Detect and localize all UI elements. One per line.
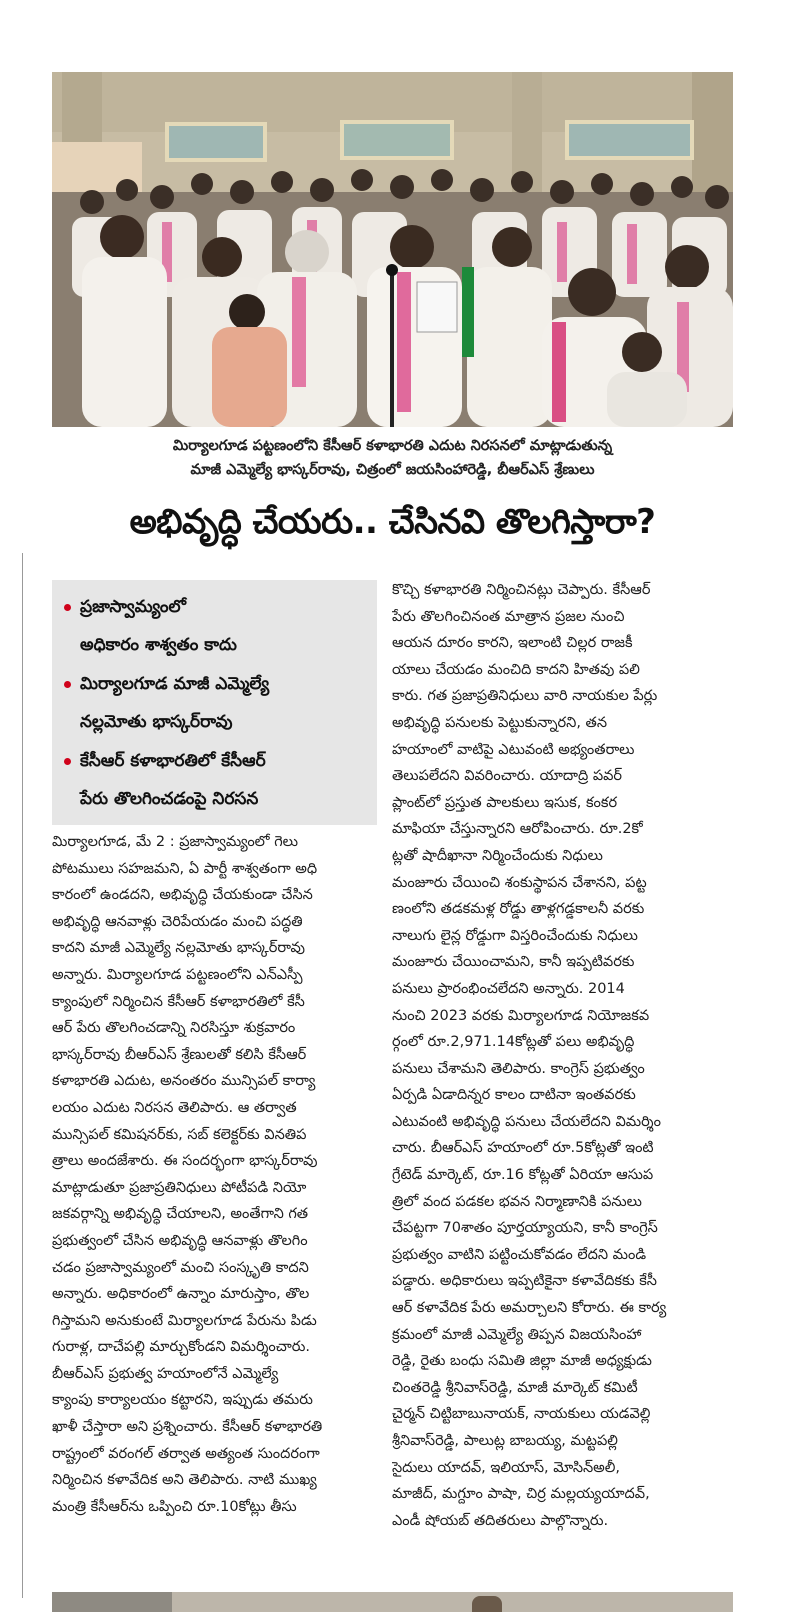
- article-line: యాలు చేయడం మంచిది కాదని హితవు పలి: [392, 661, 640, 678]
- highlight-line: మిర్యాలగూడ మాజీ ఎమ్మెల్యే: [80, 674, 270, 694]
- highlight-line: అధికారం శాశ్వతం కాదు: [80, 635, 237, 655]
- article-line: గ్రేటెడ్ మార్కెట్, రూ.16 కోట్లతో ఏరియా ఆసుప: [392, 1167, 654, 1184]
- article-line: అన్నారు. అధికారంలో ఉన్నాం మారుస్తాం, తొల: [52, 1286, 310, 1303]
- article-line: చారు. బీఆర్ఎస్ హయాంలో రూ.5కోట్లతో ఇంటి: [392, 1140, 654, 1157]
- article-line: త్రిలో వంద పడకల భవన నిర్మాణానికి పనులు: [392, 1193, 642, 1210]
- photo-fragment: [472, 1596, 502, 1612]
- article-line: అభివృద్ధి పనులకు పెట్టుకున్నారని, తన: [392, 714, 607, 731]
- article-line: కాదని మాజీ ఎమ్మెల్యే నల్లమోతు భాస్కర్‌రావు: [52, 940, 306, 957]
- photo-fragment: [52, 1592, 172, 1612]
- article-line: గిస్తామని అనుకుంటే మిర్యాలగూడ పేరును పిడు: [52, 1312, 317, 1329]
- news-photo: [52, 72, 733, 427]
- article-line: నిర్మించిన కళావేదిక అని తెలిపారు. నాటి ముఖ్య: [52, 1472, 317, 1489]
- article-line: తెలుపలేదని వివరించారు. యాదాద్రి పవర్: [392, 768, 623, 785]
- article-line: నాలుగు లైన్ల రోడ్డుగా విస్తరించేందుకు నిధులు: [392, 927, 638, 944]
- article-line: మిర్యాలగూడ, మే 2 : ప్రజాస్వామ్యంలో గెలు: [52, 834, 298, 850]
- article-line: చైర్మన్ చిట్టిబాబునాయక్, నాయకులు యడవెల్లి: [392, 1406, 651, 1423]
- highlight-line: కేసీఆర్ కళాభారతిలో కేసీఆర్: [80, 751, 266, 771]
- bullet-icon: [64, 604, 71, 611]
- article-line: కొచ్చి కళాభారతి నిర్మించినట్లు చెప్పారు. కేసీఆర్: [392, 582, 651, 598]
- column-rule: [22, 553, 23, 1598]
- highlight-item: [80, 588, 370, 664]
- article-line: ఆర్ పేరు తొలగించడాన్ని నిరసిస్తూ శుక్రవారం: [52, 1020, 296, 1037]
- article-line: సైదులు యాదవ్, ఇలియాస్, మోసిన్‌అలీ,: [392, 1459, 621, 1476]
- article-line: కారు. గత ప్రజాప్రతినిధులు వారి నాయకుల పేర్లు: [392, 688, 658, 705]
- article-line: ఎండీ షోయబ్ తదితరులు పాల్గొన్నారు.: [392, 1512, 609, 1529]
- article-line: అన్నారు. మిర్యాలగూడ పట్టణంలోని ఎన్ఎస్పీ: [52, 966, 303, 983]
- article-line: త్రాలు అందజేశారు. ఈ సందర్భంగా భాస్కర్‌రావు: [52, 1153, 318, 1170]
- article-line: ఆర్ కళావేదిక పేరు అమర్చాలని కోరారు. ఈ కార్య: [392, 1300, 667, 1317]
- article-line: కారంలో ఉండదని, అభివృద్ధి చేయకుండా చేసిన: [52, 887, 313, 904]
- bullet-icon: [64, 681, 71, 688]
- article-line: పనులు చేశామని తెలిపారు. కాంగ్రెస్ ప్రభుత్వం: [392, 1060, 645, 1077]
- article-line: ఎటువంటి అభివృద్ధి పనులు చేయలేదని విమర్శిం: [392, 1113, 661, 1130]
- article-line: నుంచి 2023 వరకు మిర్యాలగూడ నియోజకవ: [392, 1007, 650, 1024]
- article-line: అభివృద్ధి ఆనవాళ్లు చెరిపేయడం మంచి పద్ధతి: [52, 913, 303, 930]
- article-line: చడం ప్రజాస్వామ్యంలో మంచి సంస్కృతి కాదని: [52, 1259, 309, 1276]
- caption-line: మాజీ ఎమ్మెల్యే భాస్కర్‌రావు, చిత్రంలో జయసింహారెడ్డి, బీఆర్ఎస్ శ్రేణులు: [190, 462, 595, 478]
- article-line: గురాళ్ల, దాచేపల్లి మార్చుకోండని విమర్శించారు.: [52, 1339, 310, 1356]
- highlight-item: [80, 742, 370, 818]
- article-line: ణంలోని తడకమళ్ల రోడ్డు తాళ్లగడ్డకాలనీ వరకు: [392, 901, 645, 918]
- article-line: శ్రీనివాస్‌రెడ్డి, పాలుట్ల బాబయ్య, మట్టపల్లి: [392, 1433, 618, 1449]
- article-line: బీఆర్ఎస్ ప్రభుత్వ హయాంలోనే ఎమ్మెల్యే: [52, 1365, 279, 1382]
- article-line: ప్రభుత్వం వాటిని పట్టించుకోవడం లేదని మండి: [392, 1246, 647, 1263]
- article-line: ఏర్పడి ఏడాదిన్నర కాలం దాటినా ఇంతవరకు: [392, 1087, 636, 1104]
- article-line: క్రమంలో మాజీ ఎమ్మెల్యే తిప్పన విజయసింహా: [392, 1326, 642, 1343]
- article-line: మంజూరు చేయించామని, కానీ ఇప్పటివరకు: [392, 954, 635, 971]
- highlight-line: నల్లమోతు భాస్కర్‌రావు: [80, 712, 233, 732]
- highlight-line: పేరు తొలగించడంపై నిరసన: [80, 789, 259, 809]
- article-line: మాఫియా చేస్తున్నారని ఆరోపించారు. రూ.2కో: [392, 821, 643, 838]
- article-line: రాష్ట్రంలో వరంగల్ తర్వాత అత్యంత సుందరంగా: [52, 1445, 320, 1462]
- article-line: కళాభారతి ఎదుట, అనంతరం మున్సిపల్ కార్యా: [52, 1073, 316, 1090]
- article-line: చింతరెడ్డి శ్రీనివాస్‌రెడ్డి, మాజీ మార్కెట్ కమిటీ: [392, 1379, 638, 1396]
- article-line: మంత్రి కేసీఆర్‌ను ఒప్పించి రూ.10కోట్లు తీసు: [52, 1498, 297, 1515]
- article-line: ప్రభుత్వంలో చేసిన అభివృద్ధి ఆనవాళ్లు తొలగిం: [52, 1232, 308, 1249]
- article-line: మాజీద్, మగ్దూం పాషా, చిర్ర మల్లయ్యయాదవ్,: [392, 1486, 650, 1503]
- article-line: ట్లతో షాదీఖానా నిర్మించేందుకు నిధులు: [392, 847, 603, 864]
- caption-line: మిర్యాలగూడ పట్టణంలోని కేసీఆర్ కళాభారతి ఎదుట నిరసనలో మాట్లాడుతున్న: [172, 438, 613, 454]
- article-line: భాస్కర్‌రావు బీఆర్ఎస్ శ్రేణులతో కలిసి కేసీఆర్: [52, 1046, 307, 1063]
- article-line: మున్సిపల్ కమిషనర్‌కు, సబ్ కలెక్టర్‌కు వినతిప: [52, 1126, 307, 1143]
- article-line: జకవర్గాన్ని అభివృద్ధి చేయాలని, అంతేగాని గత: [52, 1206, 309, 1223]
- article-line: ప్లాంట్‌లో ప్రస్తుత పాలకులు ఇసుక, కంకర: [392, 794, 618, 811]
- article-line: పడ్డారు. అధికారులు ఇప్పటికైనా కళావేదికకు కేసీ: [392, 1273, 657, 1290]
- article-line: ఆయన దూరం కారని, ఇలాంటి చిల్లర రాజకీ: [392, 635, 633, 652]
- article-line: మాట్లాడుతూ ప్రజాప్రతినిధులు పోటీపడి నియో: [52, 1179, 307, 1196]
- article-line: పోటములు సహజమని, ఏ పార్టీ శాశ్వతంగా అధి: [52, 860, 318, 877]
- headline: అభివృద్ధి చేయరు.. చేసినవి తొలగిస్తారా?: [129, 502, 656, 542]
- article-line: హయాంలో వాటిపై ఎటువంటి అభ్యంతరాలు: [392, 741, 635, 758]
- article-line: ఖాళీ చేస్తారా అని ప్రశ్నించారు. కేసీఆర్ కళాభారతి: [52, 1419, 323, 1436]
- article-line: మంజూరు చేయించి శంకుస్థాపన చేశానని, పట్ట: [392, 874, 647, 891]
- highlights-box: [52, 580, 377, 825]
- article-line: పనులు ప్రారంభించలేదని అన్నారు. 2014: [392, 980, 625, 997]
- bullet-icon: [64, 758, 71, 765]
- article-line: లయం ఎదుట నిరసన తెలిపారు. ఆ తర్వాత: [52, 1099, 297, 1116]
- photo-caption: [52, 434, 733, 482]
- article-column-left: [52, 829, 377, 1520]
- article-line: క్యాంపు కార్యాలయం కట్టారని, ఇప్పుడు తమరు: [52, 1392, 313, 1409]
- highlight-line: ప్రజాస్వామ్యంలో: [80, 597, 186, 617]
- article-line: రెడ్డి, రైతు బంధు సమితి జిల్లా మాజీ అధ్యక్షుడు: [392, 1353, 652, 1370]
- article-line: పేరు తొలగించినంత మాత్రాన ప్రజల నుంచి: [392, 608, 625, 625]
- next-article-photo: [52, 1592, 733, 1612]
- highlight-item: [80, 665, 370, 741]
- article-line: చేపట్టగా 70శాతం పూర్తయ్యాయని, కానీ కాంగ్రెస్: [392, 1220, 658, 1237]
- article-column-right: [392, 577, 732, 1534]
- article-line: ర్గంలో రూ.2,971.14కోట్లతో పలు అభివృద్ధి: [392, 1034, 635, 1051]
- article-line: క్యాంపులో నిర్మించిన కేసీఆర్ కళాభారతిలో కేసీ: [52, 993, 305, 1010]
